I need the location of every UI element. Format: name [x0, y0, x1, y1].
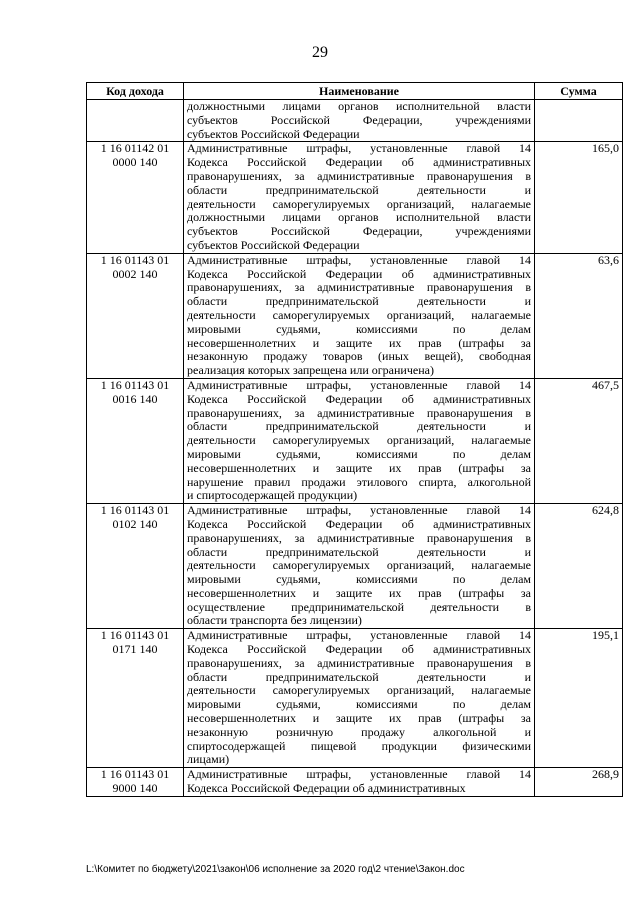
revenue-name-cell	[184, 142, 535, 253]
column-header-name: Наименование	[184, 83, 535, 100]
revenue-code-line: 9000 140	[112, 781, 158, 796]
revenue-name-line: мировыми судьями, комиссиями по делам	[187, 447, 531, 461]
table-row	[87, 504, 623, 629]
revenue-name-cell	[184, 253, 535, 378]
revenue-name-line: спиртосодержащей пищевой продукции физическими	[187, 739, 531, 753]
revenue-name-line: деятельности саморегулируемых организаций, налагаемые	[187, 684, 531, 698]
revenue-name-line: несовершеннолетних и защите их прав (штрафы за	[187, 712, 531, 726]
revenue-name-line: Кодекса Российской Федерации об административных	[187, 156, 531, 170]
revenue-code-cell	[87, 768, 184, 797]
revenue-table	[86, 82, 623, 797]
revenue-name-line: Кодекса Российской Федерации об административных	[187, 267, 531, 281]
revenue-code-line: 1 16 01142 01	[100, 141, 170, 156]
column-header-sum: Сумма	[535, 83, 623, 100]
revenue-name-line: области транспорта без лицензии)	[187, 614, 362, 628]
revenue-code-line: 0002 140	[112, 266, 158, 281]
revenue-name-line: правонарушениях, за административные правонарушения в	[187, 169, 531, 183]
column-header-code: Код дохода	[87, 83, 184, 100]
table-row	[87, 629, 623, 768]
table-header-row	[87, 83, 623, 100]
revenue-name-line: незаконную продажу товаров (иных вещей), свободная	[187, 350, 531, 364]
revenue-name-cell	[184, 100, 535, 142]
page-number: 29	[312, 44, 328, 61]
revenue-name-line: Административные штрафы, установленные главой 14	[187, 768, 531, 782]
revenue-name-line: мировыми судьями, комиссиями по делам	[187, 322, 531, 336]
revenue-name-line: области предпринимательской деятельности и	[187, 295, 531, 309]
revenue-name-cell	[184, 378, 535, 503]
revenue-code-cell	[87, 142, 184, 253]
revenue-name-line: мировыми судьями, комиссиями по делам	[187, 698, 531, 712]
revenue-name-line: Кодекса Российской Федерации об административных	[187, 643, 531, 657]
revenue-name-cell	[184, 629, 535, 768]
revenue-name-line: нарушение правил продажи этилового спирта, алкогольной	[187, 475, 531, 489]
revenue-sum-cell: 63,6	[535, 253, 623, 378]
revenue-name-line: лицами)	[187, 753, 230, 767]
revenue-name-line: области предпринимательской деятельности и	[187, 183, 531, 197]
revenue-sum-cell: 467,5	[535, 378, 623, 503]
revenue-name-line: незаконную розничную продажу алкогольной и	[187, 725, 531, 739]
revenue-name-line: Кодекса Российской Федерации об административных	[187, 392, 531, 406]
revenue-code-line: 0000 140	[112, 155, 158, 170]
revenue-name-line: должностными лицами органов исполнительной власти	[187, 211, 531, 225]
revenue-sum-cell: 624,8	[535, 504, 623, 629]
revenue-code-line: 1 16 01143 01	[100, 252, 170, 267]
revenue-name-line: области предпринимательской деятельности и	[187, 545, 531, 559]
revenue-name-line: правонарушениях, за административные правонарушения в	[187, 406, 531, 420]
revenue-name-line: Административные штрафы, установленные главой 14	[187, 504, 531, 518]
revenue-name-line: мировыми судьями, комиссиями по делам	[187, 573, 531, 587]
revenue-name-line: области предпринимательской деятельности и	[187, 420, 531, 434]
revenue-code-line: 1 16 01143 01	[100, 503, 170, 518]
revenue-name-line: субъектов Российской Федерации, учреждениями	[187, 113, 531, 127]
revenue-code-line: 1 16 01143 01	[100, 767, 170, 782]
revenue-name-line: деятельности саморегулируемых организаций, налагаемые	[187, 559, 531, 573]
revenue-sum-cell	[535, 100, 623, 142]
revenue-name-line: области предпринимательской деятельности и	[187, 670, 531, 684]
table-row	[87, 378, 623, 503]
revenue-name-line: деятельности саморегулируемых организаций, налагаемые	[187, 197, 531, 211]
revenue-code-cell	[87, 100, 184, 142]
revenue-name-cell	[184, 504, 535, 629]
file-path-footer: L:\Комитет по бюджету\2021\закон\06 исполнение за 2020 год\2 чтение\Закон.doc	[86, 864, 465, 875]
revenue-name-line: субъектов Российской Федерации	[187, 127, 360, 141]
revenue-code-cell	[87, 629, 184, 768]
revenue-name-line: несовершеннолетних и защите их прав (штрафы за	[187, 336, 531, 350]
revenue-sum-cell: 268,9	[535, 768, 623, 797]
revenue-name-line: деятельности саморегулируемых организаций, налагаемые	[187, 434, 531, 448]
revenue-code-cell	[87, 504, 184, 629]
revenue-code-line: 1 16 01143 01	[100, 377, 170, 392]
revenue-code-line: 1 16 01143 01	[100, 628, 170, 643]
revenue-name-line: несовершеннолетних и защите их прав (штрафы за	[187, 461, 531, 475]
revenue-name-line: реализация которых запрещена или ограничена)	[187, 364, 434, 378]
revenue-name-line: Административные штрафы, установленные главой 14	[187, 378, 531, 392]
revenue-name-line: Кодекса Российской Федерации об административных	[187, 782, 466, 796]
revenue-name-line: субъектов Российской Федерации	[187, 238, 360, 252]
revenue-name-line: должностными лицами органов исполнительной власти	[187, 100, 531, 113]
revenue-name-line: правонарушениях, за административные правонарушения в	[187, 281, 531, 295]
revenue-code-line: 0016 140	[112, 391, 158, 406]
revenue-name-line: правонарушениях, за административные правонарушения в	[187, 656, 531, 670]
revenue-name-line: субъектов Российской Федерации, учреждениями	[187, 225, 531, 239]
revenue-name-line: осуществление предпринимательской деятельности в	[187, 600, 531, 614]
revenue-sum-cell: 165,0	[535, 142, 623, 253]
revenue-name-line: правонарушениях, за административные правонарушения в	[187, 531, 531, 545]
revenue-name-line: деятельности саморегулируемых организаций, налагаемые	[187, 308, 531, 322]
revenue-code-cell	[87, 378, 184, 503]
revenue-code-line: 0102 140	[112, 516, 158, 531]
revenue-code-line: 0171 140	[112, 642, 158, 657]
table-row	[87, 100, 623, 142]
table-row	[87, 142, 623, 253]
revenue-name-line: и спиртосодержащей продукции)	[187, 489, 358, 503]
revenue-name-line: несовершеннолетних и защите их прав (штрафы за	[187, 586, 531, 600]
table-row	[87, 253, 623, 378]
revenue-code-cell	[87, 253, 184, 378]
revenue-name-cell	[184, 768, 535, 797]
revenue-name-line: Административные штрафы, установленные главой 14	[187, 629, 531, 643]
revenue-name-line: Административные штрафы, установленные главой 14	[187, 253, 531, 267]
revenue-sum-cell: 195,1	[535, 629, 623, 768]
table-row	[87, 768, 623, 797]
table-body	[87, 100, 623, 797]
revenue-name-line: Административные штрафы, установленные главой 14	[187, 142, 531, 156]
revenue-name-line: Кодекса Российской Федерации об административных	[187, 517, 531, 531]
